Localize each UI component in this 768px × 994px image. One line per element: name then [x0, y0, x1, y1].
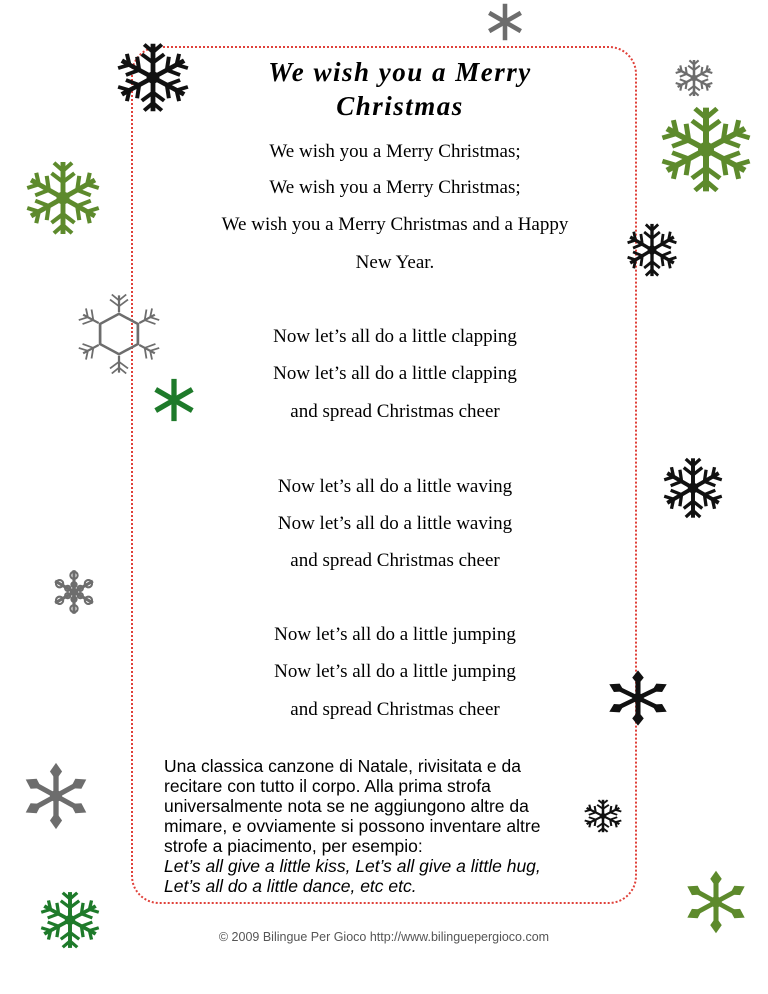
- lyric-line: Now let’s all do a little jumping: [274, 661, 516, 682]
- lyric-line: Now let’s all do a little clapping: [273, 326, 517, 347]
- note-line: mimare, e ovviamente si possono inventare altre: [164, 816, 541, 836]
- lyric-line: We wish you a Merry Christmas and a Happy: [221, 214, 569, 235]
- note-line: universalmente nota se ne aggiungono altre da: [164, 796, 529, 816]
- lyric-line: Now let’s all do a little clapping: [273, 363, 517, 384]
- snowflake-icon: [113, 40, 193, 115]
- note-line: recitare con tutto il corpo. Alla prima strofa: [164, 776, 491, 796]
- snowflake-icon: [22, 158, 104, 238]
- asterisk-icon: [486, 3, 524, 41]
- lyric-line: and spread Christmas cheer: [290, 550, 500, 571]
- description-note: [164, 756, 624, 896]
- note-line: strofe a piacimento, per esempio:: [164, 836, 423, 856]
- snowflake-icon: [680, 868, 752, 936]
- snowflake-icon: [602, 668, 674, 728]
- snowflake-icon: [582, 798, 624, 834]
- snowflake-icon: [624, 221, 680, 279]
- asterisk-icon: [152, 378, 196, 422]
- example-line: Let’s all do a little dance, etc etc.: [164, 876, 417, 896]
- example-line: Let’s all give a little kiss, Let’s all give a little hug,: [164, 856, 541, 876]
- lyric-line: and spread Christmas cheer: [290, 401, 500, 422]
- snowflake-icon: [660, 455, 726, 521]
- snowflake-icon: [673, 58, 715, 98]
- lyric-line: Now let’s all do a little jumping: [274, 624, 516, 645]
- snowflake-icon: [48, 566, 100, 618]
- lyric-line: and spread Christmas cheer: [290, 699, 500, 720]
- title-line-2: Christmas: [336, 91, 464, 121]
- footer-copyright: © 2009 Bilingue Per Gioco http://www.bilinguepergioco.com: [218, 930, 550, 944]
- note-line: Una classica canzone di Natale, rivisitata e da: [164, 756, 521, 776]
- snowflake-icon: [18, 760, 94, 832]
- lyric-line: We wish you a Merry Christmas;: [269, 177, 521, 198]
- lyric-line: Now let’s all do a little waving: [277, 513, 513, 534]
- page-title: [200, 55, 600, 123]
- lyric-line: We wish you a Merry Christmas;: [269, 141, 521, 162]
- snowflake-icon: [656, 103, 756, 196]
- title-line-1: We wish you a Merry: [268, 57, 532, 87]
- lyric-line: New Year.: [355, 252, 435, 273]
- snowflake-icon: [37, 889, 103, 951]
- lyric-line: Now let’s all do a little waving: [277, 476, 513, 497]
- snowflake-icon: [74, 292, 164, 376]
